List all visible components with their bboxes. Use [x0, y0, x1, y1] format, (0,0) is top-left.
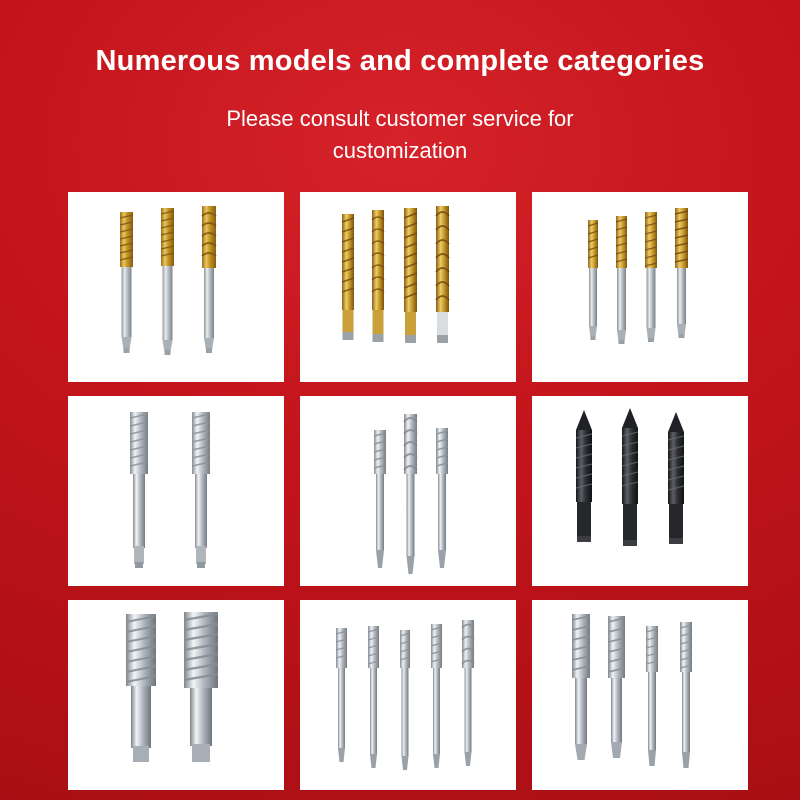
gold-drill-taps-image-2 [300, 192, 516, 382]
steel-spiral-taps-image-5 [300, 396, 516, 586]
gallery-tile-6 [532, 396, 748, 586]
steel-pipe-taps-image-7 [68, 600, 284, 790]
gold-taps-image-1 [68, 192, 284, 382]
gallery-tile-3 [532, 192, 748, 382]
gold-tip-taps-image-3 [532, 192, 748, 382]
banner-headings [0, 0, 800, 167]
page-subtitle: Please consult customer service for customization [226, 105, 574, 163]
gallery-tile-5 [300, 396, 516, 586]
gallery-tile-4 [68, 396, 284, 586]
gallery-tile-8 [300, 600, 516, 790]
gallery-tile-7 [68, 600, 284, 790]
black-oxide-taps-image-6 [532, 396, 748, 586]
product-gallery-grid [68, 192, 748, 790]
gallery-tile-1 [68, 192, 284, 382]
slim-steel-taps-image-8 [300, 600, 516, 790]
gallery-tile-9 [532, 600, 748, 790]
page-title: Numerous models and complete categories [95, 45, 705, 77]
gallery-tile-2 [300, 192, 516, 382]
steel-straight-taps-image-9 [532, 600, 748, 790]
steel-hand-taps-image-4 [68, 396, 284, 586]
